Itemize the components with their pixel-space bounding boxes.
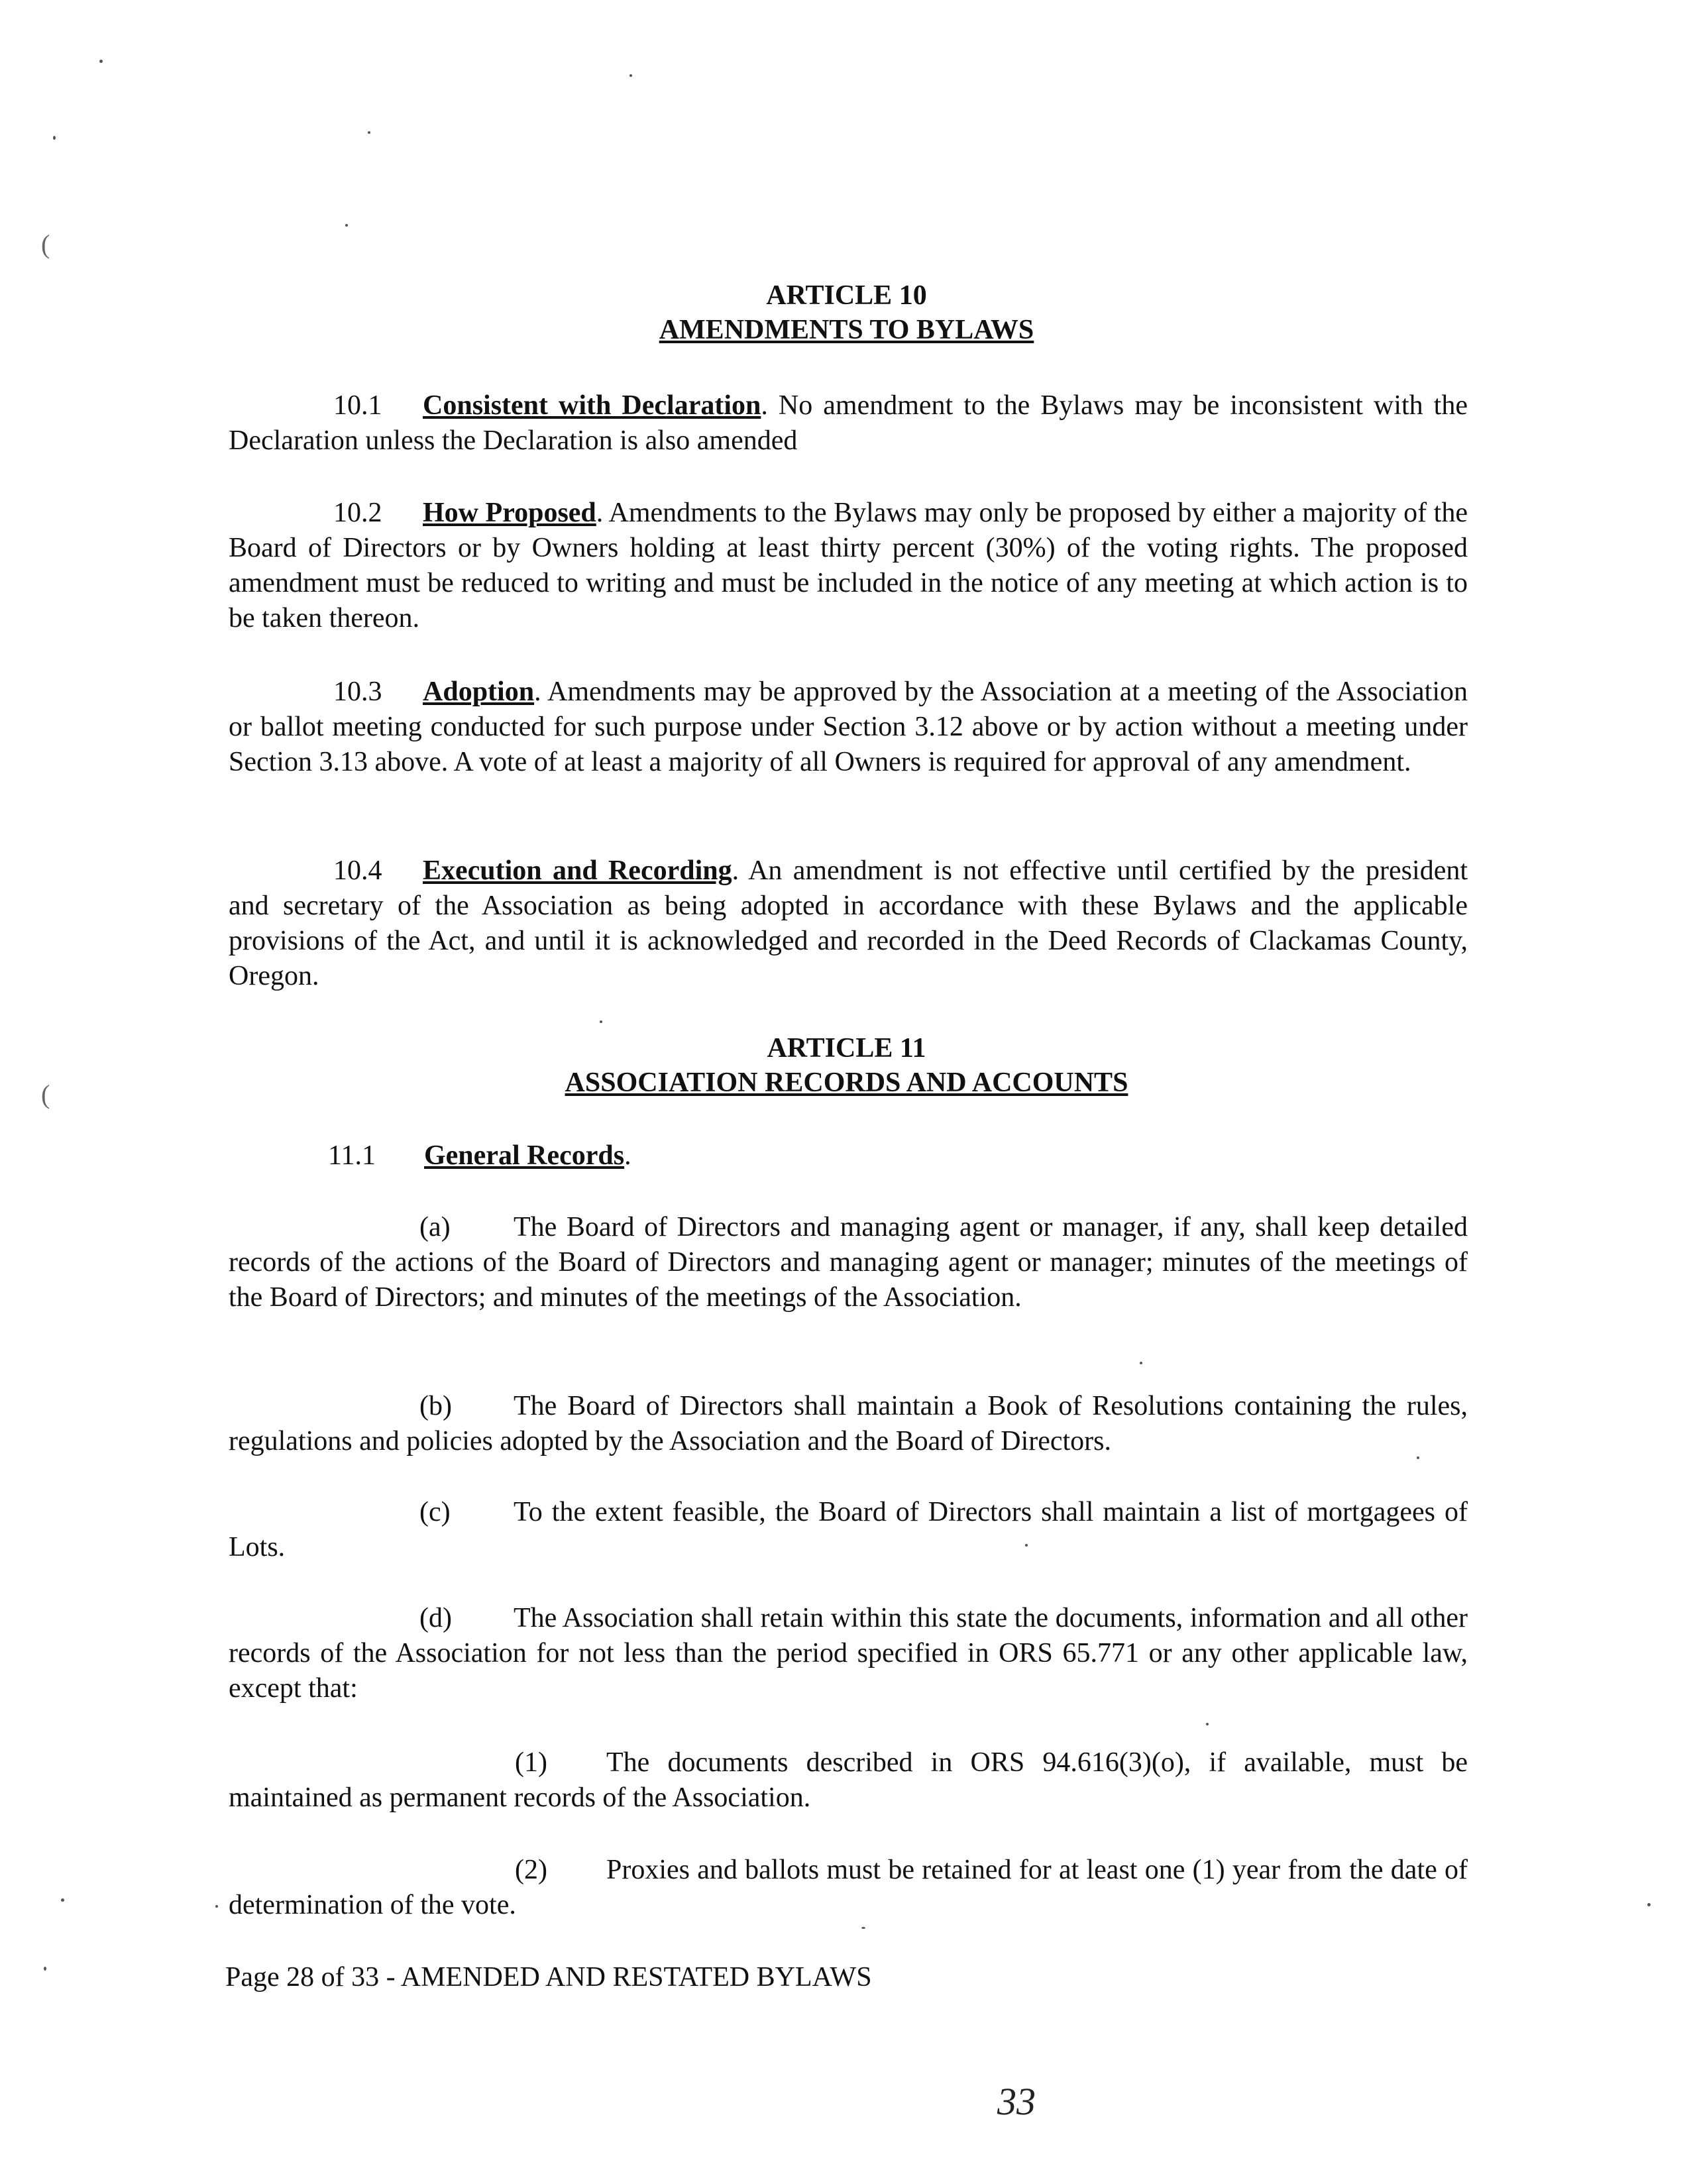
section-text: . Amendments may be approved by the Association at a meeting of the Association or ballot meeting conducted for such purpose under Section 3.12 above or by action without a meeting under Section 3.13 above. A vote of at least a majority of all Owners is required for approval of any amendment.: [229, 677, 1468, 777]
article-10-title: ARTICLE 10: [766, 280, 927, 311]
scan-speck: [61, 1898, 64, 1902]
item-text: To the extent feasible, the Board of Directors shall maintain a list of mortgagees of Lots.: [229, 1497, 1468, 1562]
item-text: The Board of Directors shall maintain a Book of Resolutions containing the rules, regulations and policies adopted by the Association and the Board of Directors.: [229, 1391, 1468, 1456]
section-title-end: .: [624, 1140, 631, 1171]
item-label: (b): [419, 1391, 452, 1421]
item-d: [229, 1601, 1468, 1706]
article-10-heading: [0, 278, 1693, 347]
item-text: The Association shall retain within this state the documents, information and all other records of the Association for not less than the period specified in ORS 65.771 or any other applicable law, except that:: [229, 1603, 1468, 1704]
section-number: 10.2: [333, 498, 382, 528]
scan-speck: [345, 224, 348, 227]
item-label: (c): [419, 1497, 451, 1527]
section-10-2: [229, 496, 1468, 636]
section-title: How Proposed: [423, 498, 596, 528]
subitem-text: The documents described in ORS 94.616(3)(o), if available, must be maintained as permanent records of the Association.: [229, 1747, 1468, 1813]
item-a: [229, 1210, 1468, 1315]
subitem-text: Proxies and ballots must be retained for at least one (1) year from the date of determination of the vote.: [229, 1855, 1468, 1920]
section-text: . No amendment to the Bylaws may be inconsistent with the Declaration unless the Declaration is also amended: [229, 390, 1468, 456]
item-label: (d): [419, 1603, 452, 1633]
scan-speck: [215, 1905, 218, 1908]
article-10-subtitle: AMENDMENTS TO BYLAWS: [659, 315, 1034, 345]
scan-speck: [53, 136, 56, 140]
section-title: Execution and Recording: [423, 855, 732, 886]
scan-speck: [1417, 1456, 1419, 1459]
scan-mark: (: [41, 229, 50, 259]
section-title: Consistent with Declaration: [423, 390, 761, 421]
subitem-label: (1): [515, 1747, 547, 1778]
article-11-subtitle: ASSOCIATION RECORDS AND ACCOUNTS: [565, 1067, 1128, 1098]
section-10-3: [229, 675, 1468, 780]
scan-speck: [861, 1927, 865, 1929]
handwritten-page-number: 33: [997, 2080, 1036, 2123]
section-text: . Amendments to the Bylaws may only be proposed by either a majority of the Board of Directors or by Owners holding at least thirty percent (30%) of the voting rights. The proposed amendment must be reduced to writing and must be included in the notice of any meeting at which action is to be taken thereon.: [229, 498, 1468, 633]
subitem-2: [229, 1853, 1468, 1923]
section-title: Adoption: [423, 677, 535, 707]
item-c: [229, 1495, 1468, 1565]
item-label: (a): [419, 1212, 451, 1242]
scan-speck: [44, 1967, 46, 1971]
scan-mark: (: [41, 1079, 50, 1109]
scan-speck: [368, 131, 370, 134]
section-10-4: [229, 853, 1468, 994]
section-number: 10.3: [333, 677, 382, 707]
page-footer: Page 28 of 33 - AMENDED AND RESTATED BYLAWS: [225, 1962, 872, 1993]
section-number: 10.1: [333, 390, 382, 421]
subitem-1: [229, 1745, 1468, 1816]
item-b: [229, 1389, 1468, 1459]
item-text: The Board of Directors and managing agent or manager, if any, shall keep detailed records of the actions of the Board of Directors and managing agent or manager; minutes of the meetings of the Board of Directors; and minutes of the meetings of the Association.: [229, 1212, 1468, 1313]
section-number: 10.4: [333, 855, 382, 886]
section-10-1: [229, 388, 1468, 459]
scan-speck: [600, 1020, 602, 1023]
scan-speck: [1140, 1362, 1142, 1364]
article-11-title: ARTICLE 11: [767, 1033, 926, 1064]
section-title: General Records: [424, 1140, 625, 1171]
scan-speck: [629, 74, 632, 77]
scan-speck: [1647, 1903, 1651, 1906]
section-11-1: [229, 1138, 1468, 1174]
section-text: . An amendment is not effective until certified by the president and secretary of the Association as being adopted in accordance with these Bylaws and the applicable provisions of the Act, and until it is acknowledged and recorded in the Deed Records of Clackamas County, Oregon.: [229, 855, 1468, 991]
subitem-label: (2): [515, 1855, 547, 1885]
article-11-heading: [0, 1031, 1693, 1100]
scan-speck: [1025, 1544, 1028, 1547]
scan-speck: [1206, 1723, 1209, 1725]
section-number: 11.1: [328, 1140, 376, 1171]
scan-speck: [99, 60, 103, 63]
